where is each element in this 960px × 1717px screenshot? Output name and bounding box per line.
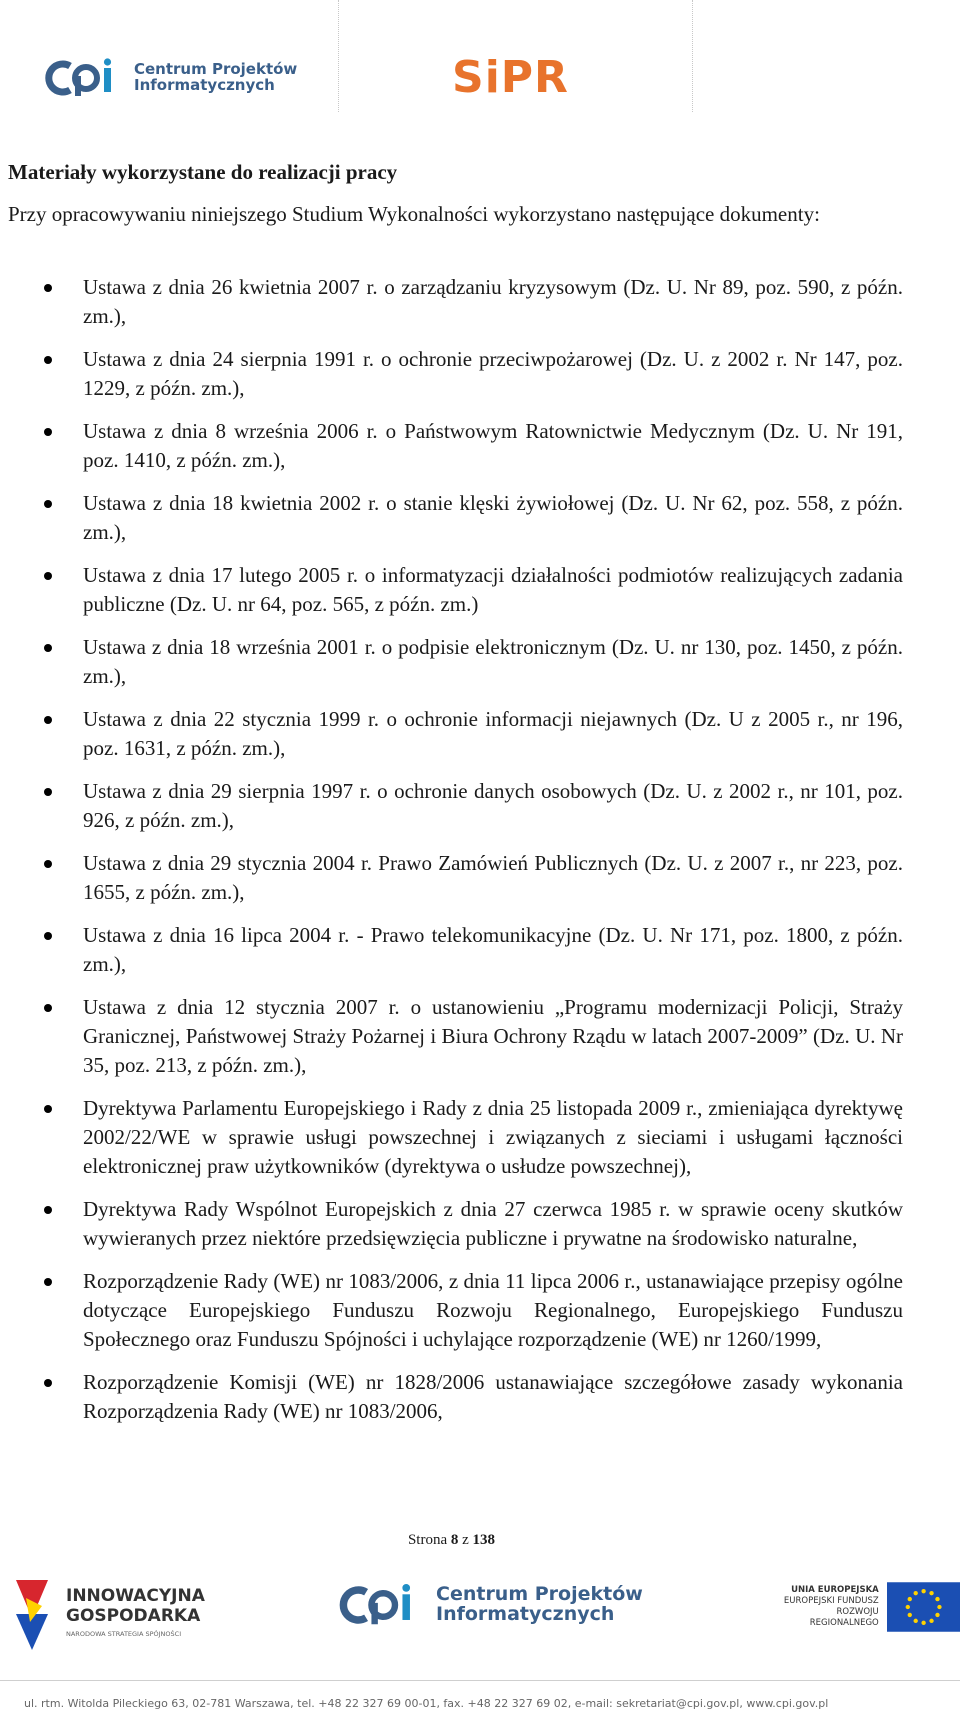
- list-item-text: Ustawa z dnia 8 września 2006 r. o Państwowym Ratownictwie Medycznym (Dz. U. Nr 191, poz. 1410, z późn. zm.),: [83, 419, 903, 472]
- list-item: [0, 561, 903, 619]
- innowacyjna-line3: NARODOWA STRATEGIA SPÓJNOŚCI: [66, 1630, 182, 1638]
- list-item: [0, 273, 903, 331]
- list-item: [0, 1368, 903, 1426]
- header-divider-right: [692, 0, 693, 112]
- list-item: [0, 849, 903, 907]
- bullet-icon: [44, 1379, 52, 1387]
- list-item-text: Rozporządzenie Rady (WE) nr 1083/2006, z dnia 11 lipca 2006 r., ustanawiające przepisy ogólne dotyczące Europejskiego Funduszu Rozwoju Regionalnego, Europejskiego Funduszu Społecznego oraz Funduszu Spójności i uchylające rozporządzenie (WE) nr 1260/1999,: [83, 1269, 903, 1351]
- footer-logos: [0, 1572, 960, 1668]
- innowacyjna-mark-icon: [12, 1578, 52, 1652]
- list-item-text: Ustawa z dnia 29 stycznia 2004 r. Prawo Zamówień Publicznych (Dz. U. z 2007 r., nr 223, poz. 1655, z późn. zm.),: [83, 851, 903, 904]
- cpi-logo-footer: [334, 1582, 643, 1628]
- list-item-text: Ustawa z dnia 18 września 2001 r. o podpisie elektronicznym (Dz. U. nr 130, poz. 1450, z późn. zm.),: [83, 635, 903, 688]
- footer-divider: [0, 1680, 960, 1681]
- eu-logo: [766, 1582, 960, 1632]
- innowacyjna-line2: GOSPODARKA: [66, 1606, 201, 1626]
- list-item: [0, 993, 903, 1080]
- references-list: [0, 273, 903, 1440]
- list-item-text: Ustawa z dnia 22 stycznia 1999 r. o ochronie informacji niejawnych (Dz. U z 2005 r., nr 196, poz. 1631, z późn. zm.),: [83, 707, 903, 760]
- cpi-logo-line2: Informatycznych: [436, 1603, 615, 1625]
- cpi-logo-header: [40, 58, 297, 98]
- list-item-text: Ustawa z dnia 26 kwietnia 2007 r. o zarządzaniu kryzysowym (Dz. U. Nr 89, poz. 590, z późn. zm.),: [83, 275, 903, 328]
- bullet-icon: [44, 644, 52, 652]
- bullet-icon: [44, 500, 52, 508]
- list-item: [0, 921, 903, 979]
- list-item-text: Ustawa z dnia 24 sierpnia 1991 r. o ochronie przeciwpożarowej (Dz. U. z 2002 r. Nr 147, poz. 1229, z późn. zm.),: [83, 347, 903, 400]
- bullet-icon: [44, 932, 52, 940]
- header-divider-left: [338, 0, 339, 112]
- cpi-mark-icon: [334, 1582, 426, 1628]
- bullet-icon: [44, 860, 52, 868]
- bullet-icon: [44, 788, 52, 796]
- list-item: [0, 1195, 903, 1253]
- page-number: [0, 1532, 903, 1549]
- list-item: [0, 705, 903, 763]
- list-item: [0, 417, 903, 475]
- cpi-logo-line1: Centrum Projektów: [436, 1583, 643, 1606]
- sipr-logo: SiPR: [452, 52, 569, 103]
- bullet-icon: [44, 1278, 52, 1286]
- page-number-sep: z: [462, 1532, 469, 1548]
- eu-line2: EUROPEJSKI FUNDUSZ: [783, 1596, 879, 1606]
- innowacyjna-gospodarka-logo: [12, 1572, 232, 1662]
- eu-flag-icon: [887, 1582, 960, 1632]
- bullet-icon: [44, 1206, 52, 1214]
- list-item: [0, 345, 903, 403]
- list-item-text: Ustawa z dnia 17 lutego 2005 r. o informatyzacji działalności podmiotów realizujących zadania publiczne (Dz. U. nr 64, poz. 565, z późn. zm.): [83, 563, 903, 616]
- eu-line1: UNIA EUROPEJSKA: [791, 1585, 879, 1595]
- innowacyjna-line1: INNOWACYJNA: [66, 1586, 205, 1606]
- bullet-icon: [44, 716, 52, 724]
- list-item: [0, 489, 903, 547]
- list-item-text: Ustawa z dnia 16 lipca 2004 r. - Prawo telekomunikacyjne (Dz. U. Nr 171, poz. 1800, z późn. zm.),: [83, 923, 903, 976]
- bullet-icon: [44, 428, 52, 436]
- bullet-icon: [44, 572, 52, 580]
- bullet-icon: [44, 1105, 52, 1113]
- document-intro: Przy opracowywaniu niniejszego Studium Wykonalności wykorzystano następujące dokumenty:: [8, 202, 820, 226]
- list-item: [0, 1094, 903, 1181]
- list-item-text: Dyrektywa Parlamentu Europejskiego i Rady z dnia 25 listopada 2009 r., zmieniająca dyrektywę 2002/22/WE w sprawie usługi powszechnej i związanych z sieciami i usługami łączności elektronicznej praw użytkowników (dyrektywa o usłudze powszechnej),: [83, 1096, 903, 1178]
- document-title: Materiały wykorzystane do realizacji pracy: [8, 160, 398, 184]
- list-item-text: Rozporządzenie Komisji (WE) nr 1828/2006 ustanawiające szczegółowe zasady wykonania Rozporządzenia Rady (WE) nr 1083/2006,: [83, 1370, 903, 1423]
- list-item: [0, 1267, 903, 1354]
- bullet-icon: [44, 284, 52, 292]
- list-item: [0, 777, 903, 835]
- footer-address: ul. rtm. Witolda Pileckiego 63, 02-781 Warszawa, tel. +48 22 327 69 00-01, fax. +48 22 327 69 02, e-mail: sekretariat@cpi.gov.pl, www.cpi.gov.pl: [24, 1697, 829, 1710]
- list-item-text: Dyrektywa Rady Wspólnot Europejskich z dnia 27 czerwca 1985 r. w sprawie oceny skutków wywieranych przez niektóre przedsięwzięcia publiczne i prywatne na środowisko naturalne,: [83, 1197, 903, 1250]
- page-number-total: 138: [472, 1532, 496, 1548]
- list-item-text: Ustawa z dnia 12 stycznia 2007 r. o ustanowieniu „Programu modernizacji Policji, Straży Granicznej, Państwowej Straży Pożarnej i Biura Ochrony Rządu w latach 2007-2009” (Dz. U. Nr 35, poz. 213, z późn. zm.),: [83, 995, 903, 1077]
- bullet-icon: [44, 356, 52, 364]
- eu-line3: ROZWOJU REGIONALNEGO: [809, 1607, 879, 1628]
- list-item-text: Ustawa z dnia 18 kwietnia 2002 r. o stanie klęski żywiołowej (Dz. U. Nr 62, poz. 558, z późn. zm.),: [83, 491, 903, 544]
- page-number-prefix: Strona: [407, 1532, 448, 1548]
- cpi-mark-icon: [40, 58, 126, 98]
- cpi-logo-line1: Centrum Projektów: [134, 60, 298, 79]
- bullet-icon: [44, 1004, 52, 1012]
- list-item: [0, 633, 903, 691]
- cpi-logo-line2: Informatycznych: [134, 76, 275, 94]
- list-item-text: Ustawa z dnia 29 sierpnia 1997 r. o ochronie danych osobowych (Dz. U. z 2002 r., nr 101, poz. 926, z późn. zm.),: [83, 779, 903, 832]
- page-number-current: 8: [450, 1532, 459, 1548]
